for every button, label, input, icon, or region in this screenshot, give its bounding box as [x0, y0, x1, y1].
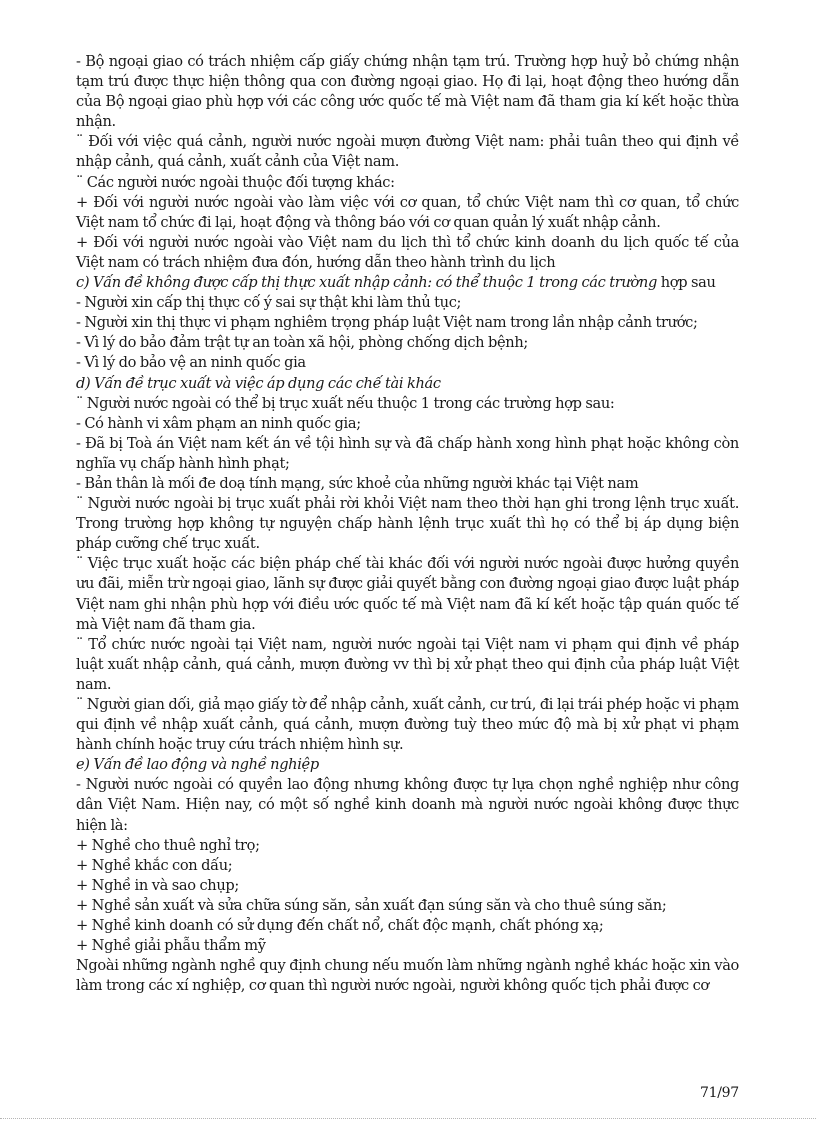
heading-text: d) Vấn đề trục xuất và việc áp dụng các chế tài khác [76, 374, 441, 392]
paragraph: - Vì lý do bảo vệ an ninh quốc gia [76, 354, 306, 372]
paragraph: Ngoài những ngành nghề quy định chung nếu muốn làm những ngành nghề khác hoặc xin vào làm trong các xí nghiệp, cơ quan thì người nước ngoài, người không quốc tịch phải được cơ [76, 957, 739, 995]
section-heading-d [76, 374, 739, 394]
paragraph: ¨ Người gian dối, giả mạo giấy tờ để nhập cảnh, xuất cảnh, cư trú, đi lại trái phép hoặc vi phạm qui định về nhập xuất cảnh, quá cảnh, mượn đường tuỳ theo mức độ mà bị xử phạt vi phạm hành chính hoặc truy cứu trách nhiệm hình sự. [76, 696, 739, 754]
paragraph: + Đối với người nước ngoài vào làm việc với cơ quan, tổ chức Việt nam thì cơ quan, tổ chức Việt nam tổ chức đi lại, hoạt động và thông báo với cơ quan quản lý xuất nhập cảnh. [76, 193, 739, 231]
paragraph: - Vì lý do bảo đảm trật tự an toàn xã hội, phòng chống dịch bệnh; [76, 334, 528, 352]
section-heading-e [76, 755, 739, 775]
paragraph: ¨ Các người nước ngoài thuộc đối tượng khác: [76, 173, 395, 191]
document-body [76, 52, 739, 996]
heading-text: e) Vấn đề lao động và nghề nghiệp [76, 756, 319, 774]
list-item: + Nghề in và sao chụp; [76, 876, 239, 894]
paragraph: - Bộ ngoại giao có trách nhiệm cấp giấy chứng nhận tạm trú. Trường hợp huỷ bỏ chứng nhận tạm trú được thực hiện thông qua con đường ngoại giao. Họ đi lại, hoạt động theo hướng dẫn của Bộ ngoại giao phù hợp với các công ước quốc tế mà Việt nam đã tham gia kí kết hoặc thừa nhận. [76, 53, 739, 131]
paragraph: + Đối với người nước ngoài vào Việt nam du lịch thì tổ chức kinh doanh du lịch quốc tế của Việt nam có trách nhiệm đưa đón, hướng dẫn theo hành trình du lịch [76, 233, 739, 271]
paragraph: - Người nước ngoài có quyền lao động nhưng không được tự lựa chọn nghề nghiệp như công dân Việt Nam. Hiện nay, có một số nghề kinh doanh mà người nước ngoài không được thực hiện là: [76, 776, 739, 834]
paragraph: ¨ Người nước ngoài bị trục xuất phải rời khỏi Việt nam theo thời hạn ghi trong lệnh trục xuất. Trong trường hợp không tự nguyện chấp hành lệnh trục xuất thì họ có thể bị áp dụng biện pháp cưỡng chế trục xuất. [76, 495, 739, 553]
heading-text: c) Vấn đề không được cấp thị thực xuất nhập cảnh: có thể thuộc 1 trong các trường [76, 274, 657, 292]
list-item: + Nghề sản xuất và sửa chữa súng săn, sản xuất đạn súng săn và cho thuê súng săn; [76, 896, 667, 914]
paragraph: - Có hành vi xâm phạm an ninh quốc gia; [76, 414, 361, 432]
paragraph: ¨ Việc trục xuất hoặc các biện pháp chế tài khác đối với người nước ngoài được hưởng quyền ưu đãi, miễn trừ ngoại giao, lãnh sự được giải quyết bằng con đường ngoại giao được luật pháp Việt nam ghi nhận phù hợp với điều ước quốc tế mà Việt nam đã kí kết hoặc tập quán quốc tế mà Việt nam đã tham gia. [76, 555, 739, 633]
paragraph: - Bản thân là mối đe doạ tính mạng, sức khoẻ của những người khác tại Việt nam [76, 474, 639, 492]
list-item: + Nghề cho thuê nghỉ trọ; [76, 836, 260, 854]
paragraph: ¨ Đối với việc quá cảnh, người nước ngoài mượn đường Việt nam: phải tuân theo qui định về nhập cảnh, quá cảnh, xuất cảnh của Việt nam. [76, 133, 739, 171]
section-heading-c [76, 273, 739, 293]
list-item: + Nghề kinh doanh có sử dụng đến chất nổ, chất độc mạnh, chất phóng xạ; [76, 917, 604, 935]
list-item: + Nghề giải phẫu thẩm mỹ [76, 937, 266, 955]
paragraph: - Đã bị Toà án Việt nam kết án về tội hình sự và đã chấp hành xong hình phạt hoặc không còn nghĩa vụ chấp hành hình phạt; [76, 434, 739, 472]
page-bottom-divider [0, 1118, 816, 1119]
paragraph: ¨ Tổ chức nước ngoài tại Việt nam, người nước ngoài tại Việt nam vi phạm qui định về pháp luật xuất nhập cảnh, quá cảnh, mượn đường vv thì bị xử phạt theo qui định của pháp luật Việt nam. [76, 635, 739, 693]
paragraph: - Người xin thị thực vi phạm nghiêm trọng pháp luật Việt nam trong lần nhập cảnh trước; [76, 314, 698, 332]
heading-tail: hợp sau [656, 274, 716, 292]
page-number: 71/97 [700, 1085, 739, 1101]
paragraph: - Người xin cấp thị thực cố ý sai sự thật khi làm thủ tục; [76, 294, 462, 312]
list-item: + Nghề khắc con dấu; [76, 856, 233, 874]
paragraph: ¨ Người nước ngoài có thể bị trục xuất nếu thuộc 1 trong các trường hợp sau: [76, 394, 615, 412]
